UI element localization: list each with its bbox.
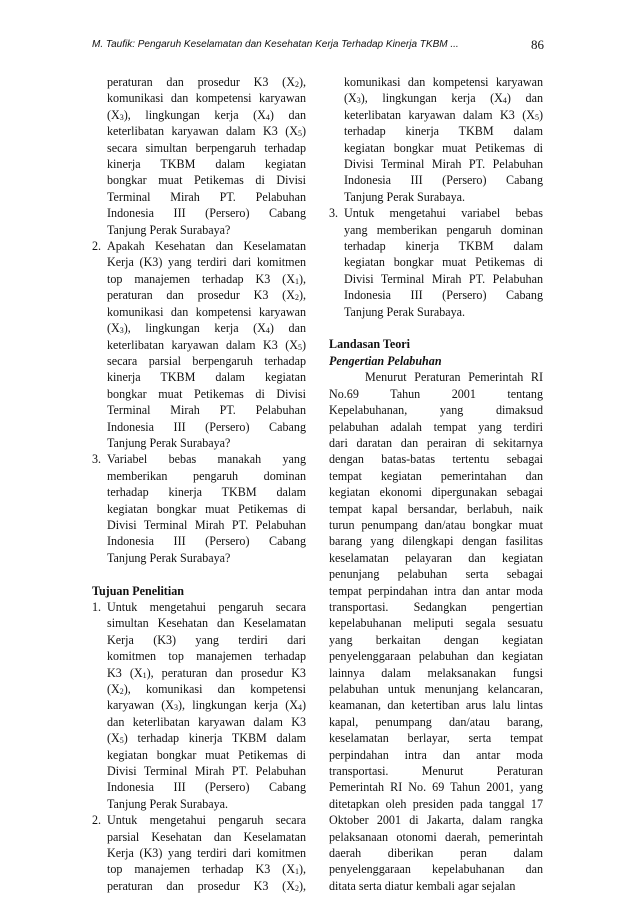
text-line: top manajemen terhadap K3 $(X_1)$,	[107, 271, 306, 286]
list-item-text	[107, 238, 306, 451]
text-line: Terminal Mirah PT. Pelabuhan	[107, 189, 306, 204]
text-line: peraturan dan prosedur K3 $(X_2)$,	[107, 75, 306, 89]
objective-list	[92, 599, 306, 894]
text-line: transportasi. Menurut Peraturan	[329, 764, 543, 779]
text-line: keselamatan berlayar, serta tempat	[329, 731, 543, 746]
text-line: Untuk mengetahui pengaruh secara	[107, 599, 306, 614]
right-column	[329, 74, 543, 894]
text-line: keamanan, dan ketertiban arus lalu lintas	[329, 698, 543, 713]
text-line: Tanjung Perak Surabaya.	[344, 189, 466, 204]
text-line: dengan batas-batas tertentu sebagai	[329, 452, 543, 467]
text-line: Variabel bebas manakah yang	[107, 452, 306, 467]
list-item	[92, 238, 306, 451]
list-item	[92, 812, 306, 894]
text-line: kepelabuhanan meliputi segala sesuatu	[329, 616, 543, 631]
text-line: Tanjung Perak Surabaya.	[107, 796, 229, 811]
left-column	[92, 74, 306, 894]
text-line: pelaksanaan otonomi daerah, pemerintah	[329, 829, 543, 844]
list-item-number: 3.	[92, 452, 102, 467]
text-line: tempat kegiatan pemerintahan dan	[329, 468, 543, 483]
text-line: Oktober 2001 di Jakarta, dalam rangka	[329, 813, 543, 828]
text-line: Tanjung Perak Surabaya?	[107, 222, 231, 237]
text-line: Kerja (K3) yang terdiri dari komitmen	[107, 846, 306, 861]
text-line: Kerja (K3) yang terdiri dari komitmen	[107, 255, 306, 270]
text-line: kapal, penumpang dan/atau barang,	[329, 714, 543, 729]
text-line: tempat perpindahan intra dan antar moda	[329, 583, 543, 598]
text-line: keterlibatan karyawan dalam K3 $(X_5)$	[344, 107, 543, 122]
text-line: komunikasi dan kompetensi karyawan	[107, 304, 306, 319]
text-line: Divisi Terminal Mirah PT. Pelabuhan	[344, 157, 543, 172]
text-line: Kepelabuhanan, yang dimaksud	[329, 403, 543, 418]
text-line: $(X_3)$, lingkungan kerja $(X_4)$ dan	[107, 321, 306, 336]
text-line: kinerja TKBM dalam kegiatan	[107, 370, 306, 385]
text-line: Indonesia III (Persero) Cabang	[344, 173, 543, 188]
list-item-text	[107, 812, 306, 894]
text-line: Indonesia III (Persero) Cabang	[107, 419, 306, 434]
text-line: komunikasi dan kompetensi karyawan	[344, 75, 543, 89]
text-line: simultan Kesehatan dan Keselamatan	[107, 616, 306, 631]
text-line: yang memberikan pengaruh dominan	[344, 222, 543, 237]
text-line: turun penumpang dan/atau bongkar muat	[329, 517, 543, 532]
text-line: Divisi Terminal Mirah PT. Pelabuhan	[107, 764, 306, 779]
text-line: Indonesia III (Persero) Cabang	[107, 206, 306, 221]
text-line: terhadap kinerja TKBM dalam	[107, 485, 306, 500]
text-line: keterlibatan karyawan dalam K3 $(X_5)$	[107, 124, 306, 139]
text-line: kegiatan bongkar muat Petikemas di	[344, 140, 543, 155]
text-line: parsial Kesehatan dan Keselamatan	[107, 829, 306, 844]
text-line: penunjang pelabuhan serta sebagai	[329, 567, 543, 582]
text-line: ditata serta diatur kembali agar sejalan	[329, 878, 516, 893]
text-line: peraturan dan prosedur K3 $(X_2)$,	[107, 288, 306, 303]
text-line: dan keterlibatan karyawan dalam K3	[107, 714, 306, 729]
text-line: Terminal Mirah PT. Pelabuhan	[107, 403, 306, 418]
text-line: ditetapkan oleh presiden pada tanggal 17	[329, 796, 543, 811]
objective-2-continuation	[329, 74, 543, 205]
text-line: $(X_5)$ terhadap kinerja TKBM dalam	[107, 731, 306, 746]
text-line: Tanjung Perak Surabaya.	[344, 304, 466, 319]
list-item	[92, 451, 306, 566]
text-line: terhadap kinerja TKBM dalam	[344, 124, 543, 139]
pengertian-heading: Pengertian Pelabuhan	[329, 353, 442, 368]
text-line: Apakah Kesehatan dan Keselamatan	[107, 239, 306, 254]
list-item	[92, 599, 306, 812]
text-line: $(X_3)$, lingkungan kerja $(X_4)$ dan	[107, 107, 306, 122]
list-item-text	[344, 205, 543, 320]
text-line: lainnya dalam melaksanakan fungsi	[329, 665, 543, 680]
text-line: No.69 Tahun 2001 tentang	[329, 386, 543, 401]
text-line: bongkar muat Petikemas di Divisi	[107, 386, 306, 401]
text-line: Pemerintah RI No. 69 Tahun 2001, yang	[329, 780, 543, 795]
question-list	[92, 238, 306, 566]
list-item-text	[107, 599, 306, 812]
text-line: Divisi Terminal Mirah PT. Pelabuhan	[344, 271, 543, 286]
text-line: pelabuhan adalah tempat yang terdiri	[329, 419, 543, 434]
text-line: penyelenggaraan pelabuhan dan kegiatan	[329, 649, 543, 664]
question-1-continuation	[92, 74, 306, 238]
text-line: $(X_3)$, lingkungan kerja $(X_4)$ dan	[344, 91, 543, 106]
text-line: dari daratan dan perairan di sekitarnya	[329, 435, 543, 450]
text-line: Untuk mengetahui variabel bebas	[344, 206, 543, 221]
list-item-number: 3.	[329, 206, 339, 221]
text-line: Divisi Terminal Mirah PT. Pelabuhan	[107, 517, 306, 532]
list-item-number: 2.	[92, 813, 102, 828]
text-line: Indonesia III (Persero) Cabang	[344, 288, 543, 303]
text-line: memberikan pengaruh dominan	[107, 468, 306, 483]
pelabuhan-paragraph	[329, 369, 543, 894]
text-line: daerah diberikan peran dalam	[329, 846, 543, 861]
list-item	[329, 205, 543, 320]
text-line: Indonesia III (Persero) Cabang	[107, 780, 306, 795]
text-line: Untuk mengetahui pengaruh secara	[107, 813, 306, 828]
text-line: kegiatan bongkar muat Petikemas di	[344, 255, 543, 270]
text-line: Kerja (K3) yang terdiri dari	[107, 632, 306, 647]
text-line: Tanjung Perak Surabaya?	[107, 550, 231, 565]
text-line: K3 $(X_1)$, peraturan dan prosedur K3	[107, 665, 306, 680]
tujuan-heading: Tujuan Penelitian	[92, 583, 184, 598]
text-line: kegiatan bongkar muat Petikemas di	[107, 501, 306, 516]
running-header	[92, 37, 544, 53]
landasan-heading: Landasan Teori	[329, 337, 410, 352]
text-line: perpindahan intra dan antar moda	[329, 747, 543, 762]
list-item-number: 1.	[92, 599, 102, 614]
text-line: pelabuhan untuk menunjang kelancaran,	[329, 682, 543, 697]
spacer	[329, 320, 543, 336]
text-line: bongkar muat Petikemas di Divisi	[107, 173, 306, 188]
text-line: peraturan dan prosedur K3 $(X_2)$,	[107, 878, 306, 893]
text-line: komunikasi dan kompetensi karyawan	[107, 91, 306, 106]
text-line: karyawan $(X_3)$, lingkungan kerja $(X_4)$	[107, 698, 306, 713]
objective-list-continued	[329, 205, 543, 320]
text-line: penyelenggaraan kepelabuhanan dan	[329, 862, 543, 877]
text-line: yang berkaitan dengan kegiatan	[329, 632, 543, 647]
text-line: komitmen top manajemen terhadap	[107, 649, 306, 664]
list-item-text	[107, 451, 306, 566]
text-line: secara simultan berpengaruh terhadap	[107, 140, 306, 155]
text-line: barang yang dilengkapi dengan fasilitas	[329, 534, 543, 549]
text-line: secara parsial berpengaruh terhadap	[107, 353, 306, 368]
list-item-number: 2.	[92, 239, 102, 254]
text-line: keselamatan pelayaran dan kegiatan	[329, 550, 543, 565]
page-number: 86	[531, 37, 544, 52]
text-line: top manajemen terhadap K3 $(X_1)$,	[107, 862, 306, 877]
text-line: kegiatan bongkar muat Petikemas di	[107, 747, 306, 762]
text-line: Indonesia III (Persero) Cabang	[107, 534, 306, 549]
text-line: kegiatan ekonomi dipergunakan sebagai	[329, 485, 543, 500]
spacer	[92, 566, 306, 582]
text-line: transportasi. Sedangkan pengertian	[329, 599, 543, 614]
text-line: $(X_2)$, komunikasi dan kompetensi	[107, 682, 306, 697]
text-line: Tanjung Perak Surabaya?	[107, 435, 231, 450]
text-line: keterlibatan karyawan dalam K3 $(X_5)$	[107, 337, 306, 352]
text-line: Menurut Peraturan Pemerintah RI	[365, 370, 543, 385]
text-line: terhadap kinerja TKBM dalam	[344, 239, 543, 254]
text-line: kinerja TKBM dalam kegiatan	[107, 157, 306, 172]
text-line: tempat kapal bersandar, berlabuh, naik	[329, 501, 543, 516]
running-title: M. Taufik: Pengaruh Keselamatan dan Kesehatan Kerja Terhadap Kinerja TKBM ...	[92, 39, 459, 50]
